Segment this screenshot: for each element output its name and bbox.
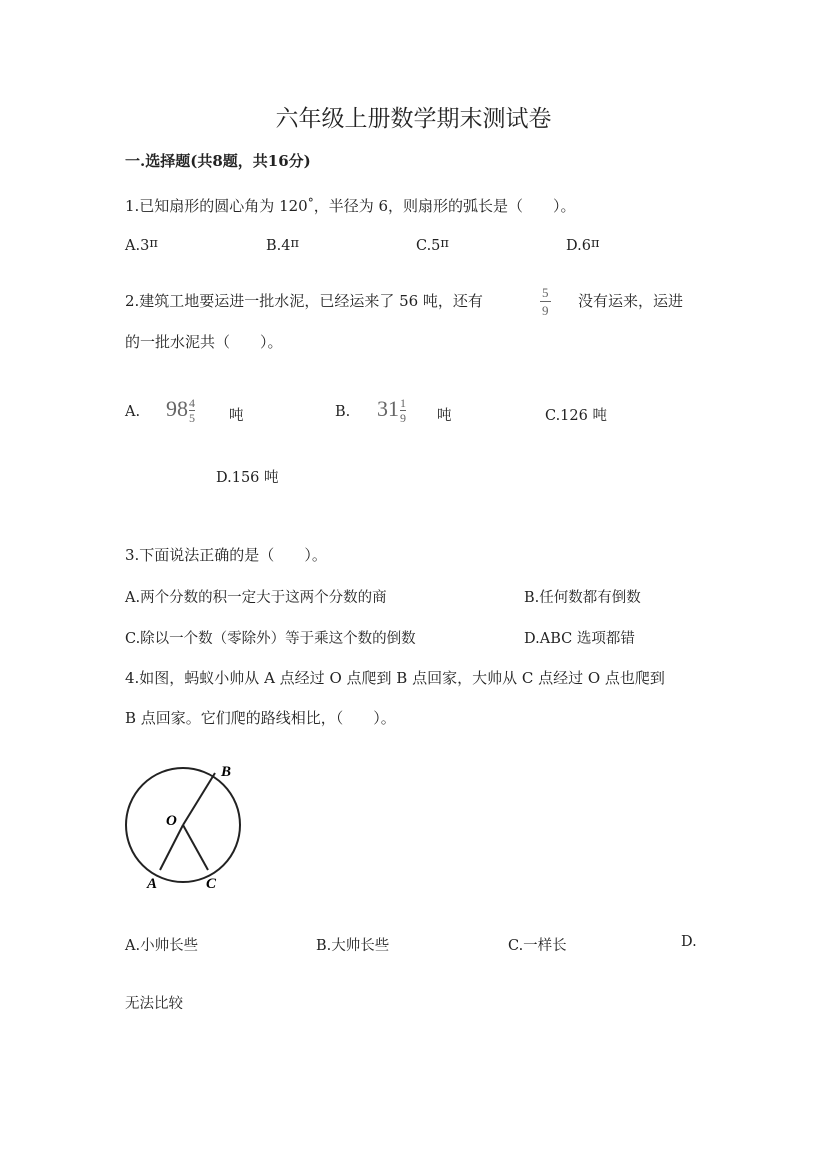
q4-option-a: A.小帅长些 [125,938,199,954]
label-o: O [166,813,177,829]
mixed-numerator: 4 [189,396,195,411]
segment-oc [183,825,208,870]
q2-option-d: D.156 吨 [216,470,279,486]
q4-line1: 4.如图，蚂蚁小帅从 A 点经过 O 点爬到 B 点回家，大帅从 C 点经过 O 点也爬到 [125,669,665,687]
mixed-whole: 31 [377,396,399,421]
pi-symbol: π [149,236,158,251]
label-b: B [221,764,232,780]
segment-oa [160,825,183,870]
q3-stem: 3.下面说法正确的是（ ）。 [125,546,327,564]
label-a: A [147,876,158,892]
q3-option-d: D.ABC 选项都错 [524,631,635,647]
q4-option-b: B.大帅长些 [316,938,390,954]
q4-line2: B 点回家。它们爬的路线相比，（ ）。 [125,709,396,727]
mixed-denominator: 5 [189,411,195,426]
q2-option-b-label: B. [335,404,351,420]
q1-option-a-label: A.3 [125,238,150,254]
question-1-stem [125,195,576,216]
q2-line1-pre: 2.建筑工地要运进一批水泥，已经运来了 56 吨，还有 [125,292,483,310]
mixed-numerator: 1 [400,396,406,411]
degree-symbol: ° [307,196,314,210]
q2-option-b-value [377,396,406,424]
q2-option-a-label: A. [125,404,141,420]
fraction-denominator: 9 [542,303,549,318]
q2-option-a-value [166,396,195,424]
q4-option-d-label: D. [681,934,697,950]
section-heading: 一.选择题(共8题，共16分) [125,152,311,170]
q3-option-b: B.任何数都有倒数 [524,590,641,606]
q4-option-d-text: 无法比较 [125,996,183,1012]
q2-option-a-unit: 吨 [229,408,244,424]
q1-option-a [125,236,158,254]
q2-line2: 的一批水泥共（ ）。 [125,333,283,351]
pi-symbol: π [290,236,300,251]
q1-option-c-label: C.5 [416,238,441,254]
pi-symbol: π [590,236,600,251]
fraction-bar [540,301,551,302]
q1-option-d [566,236,600,254]
fraction-numerator: 5 [542,285,549,300]
q4-option-c: C.一样长 [508,938,567,954]
q3-option-a: A.两个分数的积一定大于这两个分数的商 [125,590,387,606]
segment-ob [183,773,215,825]
circle-figure [115,755,255,900]
mixed-whole: 98 [166,396,188,421]
q2-option-b-unit: 吨 [437,408,452,424]
q1-option-d-label: D.6 [566,238,591,254]
pi-symbol: π [440,236,449,251]
mixed-denominator: 9 [400,411,406,426]
label-c: C [206,876,217,892]
q1-stem-pre: 1.已知扇形的圆心角为 120 [125,197,308,215]
q1-stem-post: ，半径为 6，则扇形的弧长是（ ）。 [313,197,576,215]
page-title: 六年级上册数学期末测试卷 [275,106,552,132]
q1-option-b [266,236,299,254]
q3-option-c: C.除以一个数（零除外）等于乘这个数的倒数 [125,631,416,647]
q2-fraction [540,286,551,317]
q2-line1-post: 没有运来，运进 [578,292,684,310]
q2-option-c: C.126 吨 [545,408,607,424]
q1-option-c [416,236,449,254]
q1-option-b-label: B.4 [266,238,291,254]
